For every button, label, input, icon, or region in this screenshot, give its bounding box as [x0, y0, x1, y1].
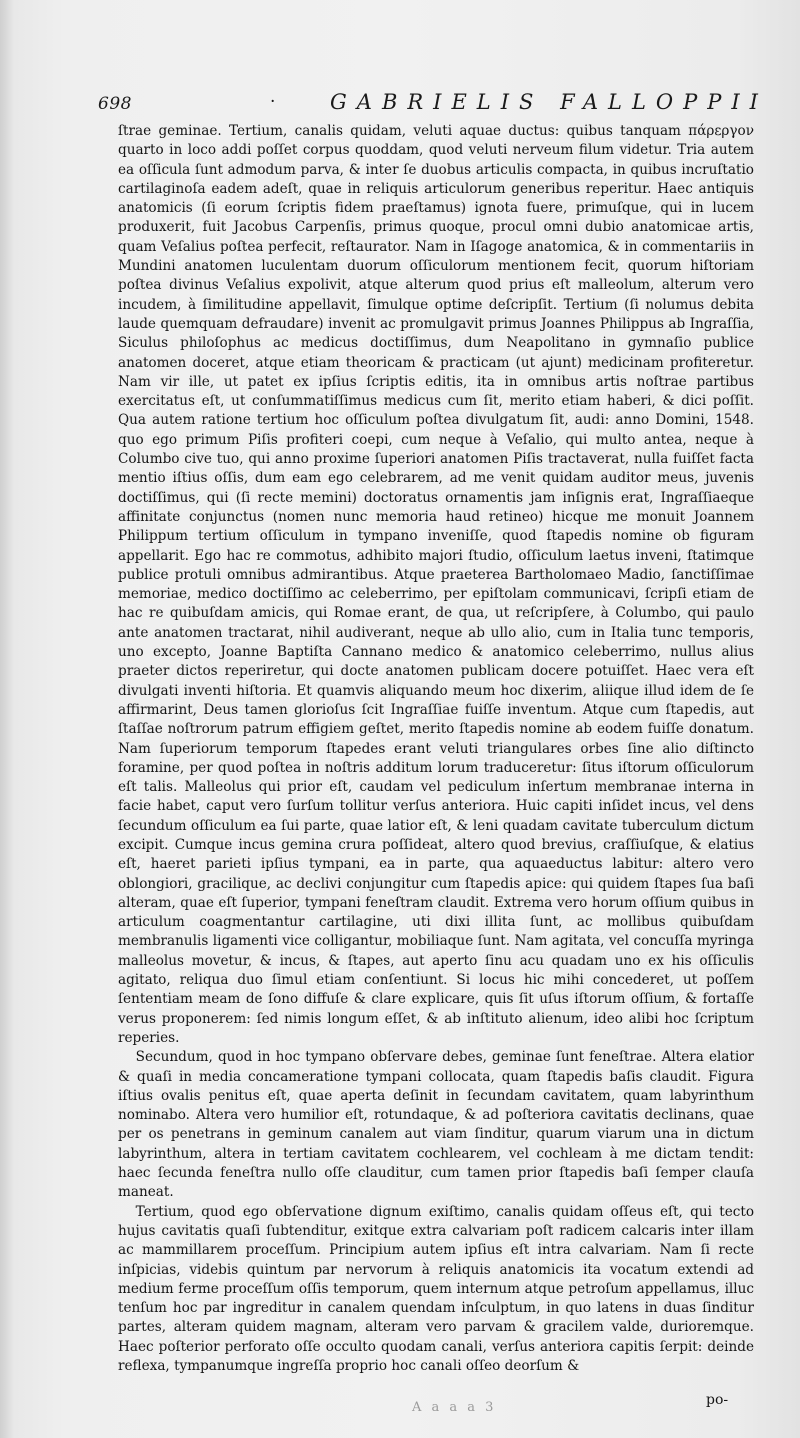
header-separator: ·	[270, 92, 276, 112]
running-head	[98, 88, 768, 118]
page-number: 698	[98, 94, 132, 114]
body-text	[118, 122, 754, 1376]
signature-mark: A a a a 3	[412, 1400, 497, 1415]
running-title: GABRIELIS FALLOPPII	[330, 90, 768, 114]
paragraph-2: Secundum, quod in hoc tympano obſervare debes, geminae ſunt feneſtrae. Altera elatior & quaſi in media concameratione tympani collocata, quam ſtapedis baſis claudit. Figura iſtius ovalis penitus eſt, quae aperta deſinit in ſecundam cavitatem, quam labyrinthum nominabo. Altera vero humilior eſt, rotundaque, & ad poſteriora cavitatis declinans, quae per os penetrans in geminum canalem aut viam ſinditur, quarum viarum una in dictum labyrinthum, altera in tertiam cavitatem cochlearem, vel cochleam à me dictam tendit: haec ſecunda feneſtra nullo oſſe clauditur, cum tamen prior ſtapedis baſi ſemper clauſa maneat.	[118, 1049, 754, 1201]
catchword: po-	[706, 1392, 729, 1408]
paragraph-3: Tertium, quod ego obſervatione dignum exiſtimo, canalis quidam oſſeus eſt, qui tecto hujus cavitatis quaſi ſubtenditur, exitque extra calvariam poſt radicem calcaris inter illam ac mammillarem proceſſum. Principium autem ipſius eſt intra calvariam. Nam ſi recte inſpicias, videbis quintum par nervorum à reliquis anatomicis ita vocatum extendi ad medium ferme proceſſum oſſis temporum, quem internum atque petroſum appellamus, illuc tenſum hoc par ingreditur in canalem quendam inſculptum, in quo latens in duas ſinditur partes, alteram quidem magnam, alteram vero parvam & gracilem valde, durioremque. Haec poſterior perforato oſſe occulto quodam canali, verſus anteriora capitis ſerpit: deinde reflexa, tympanumque ingreſſa proprio hoc canali oſſeo deorſum &	[118, 1203, 754, 1374]
paragraph-1: ſtrae geminae. Tertium, canalis quidam, veluti aquae ductus: quibus tanquam πάρεργον quarto in loco addi poſſet corpus quoddam, quod veluti nerveum filum videtur. Tria autem ea oſſicula ſunt admodum parva, & inter ſe duobus articulis compacta, in quibus incruſtatio cartilaginoſa eadem adeſt, quae in reliquis articulorum generibus reperitur. Haec antiquis anatomicis (ſi eorum ſcriptis fidem praeſtamus) ignota fuere, primuſque, qui in lucem produxerit, fuit Jacobus Carpenſis, primus quoque, procul omni dubio anatomicae artis, quam Veſalius poſtea perfecit, reſtaurator. Nam in Iſagoge anatomica, & in commentariis in Mundini anatomen luculentam duorum oſſiculorum mentionem fecit, quorum hiſtoriam poſtea divinus Veſalius expolivit, atque alterum quod prius eſt malleolum, alterum vero incudem, à ſimilitudine appellavit, ſimulque optime deſcripſit. Tertium (ſi nolumus debita laude quemquam defraudare) invenit ac promulgavit primus Joannes Philippus ab Ingraſſia, Siculus philoſophus ac medicus doctiſſimus, dum Neapolitano in gymnaſio publice anatomen doceret, atque etiam theoricam & practicam (ut ajunt) medicinam profiteretur. Nam vir ille, ut patet ex ipſius ſcriptis editis, ita in omnibus artis noſtrae partibus exercitatus eſt, ut conſummatiſſimus medicus cum ſit, merito etiam haberi, & dici poſſit. Qua autem ratione tertium hoc oſſiculum poſtea divulgatum ſit, audi: anno Domini, 1548. quo ego primum Piſis profiteri coepi, cum neque à Veſalio, qui multo antea, neque à Columbo cive tuo, qui anno proxime ſuperiori anatomen Piſis tractaverat, nulla fuiſſet facta mentio iſtius oſſis, dum eam ego celebrarem, ad me venit quidam auditor meus, juvenis doctiſſimus, qui (ſi recte memini) doctoratus ornamentis jam inſignis erat, Ingraſſiaeque affinitate conjunctus (nomen nunc memoria haud retineo) hicque me monuit Joannem Philippum tertium oſſiculum in tympano inveniſſe, quod ſtapedis nomine ob figuram appellarit. Ego hac re commotus, adhibito majori ſtudio, oſſiculum laetus inveni, ſtatimque publice protuli omnibus admirantibus. Atque praeterea Bartholomaeo Madio, ſanctiſſimae memoriae, medico doctiſſimo ac celeberrimo, per epiſtolam communicavi, ſcripſi etiam de hac re quibuſdam amicis, qui Romae erant, de qua, ut reſcripſere, à Columbo, qui paulo ante anatomen tractarat, nihil audiverant, neque ab ullo alio, cum in Italia tunc temporis, uno excepto, Joanne Baptiſta Cannano medico & anatomico celeberrimo, nullus alius praeter dictos reperiretur, qui docte anatomen publicam docere potuiſſet. Haec vera eſt divulgati inventi hiſtoria. Et quamvis aliquando meum hoc dixerim, aliique illud idem de ſe affirmarint, Deus tamen glorioſus ſcit Ingraſſiae fuiſſe inventum. Atque cum ſtapedis, aut ſtaſſae noſtrorum patrum effigiem geſtet, merito ſtapedis nomine ab eodem fuiſſe donatum. Nam ſuperiorum temporum ſtapedes erant veluti triangulares orbes ſine alio diſtincto foramine, per quod poſtea in noſtris additum lorum traduceretur: ſitus iſtorum oſſiculorum eſt talis. Malleolus qui prior eſt, caudam vel pediculum inſertum membranae interna in facie habet, caput vero ſurſum tollitur verſus anteriora. Huic capiti inſidet incus, vel dens ſecundum oſſiculum ea ſui parte, quae latior eſt, & leni quadam cavitate tuberculum dictum excipit. Cumque incus gemina crura poſſideat, altero quod brevius, craſſiuſque, & elatius eſt, haeret parieti ipſius tympani, ea in parte, qua aquaeductus labitur: altero vero oblongiori, gracilique, ac declivi conjungitur cum ſtapedis apice: qui quidem ſtapes ſua baſi alteram, quae eſt ſuperior, tympani feneſtram claudit. Extrema vero horum oſſium quibus in articulum coagmentantur cartilagine, uti dixi illita ſunt, ac mollibus quibuſdam membranulis ligamenti vice colligantur, mobiliaque ſunt. Nam agitata, vel concuſſa myringa malleolus movetur, & incus, & ſtapes, aut aperto ſinu acu quadam uno ex his oſſiculis agitato, reliqua duo ſimul etiam conſentiunt. Si locus hic mihi concederet, ut poſſem ſententiam meam de ſono diffuſe & clare explicare, quis ſit uſus iſtorum oſſium, & fortaſſe verus proponerem: ſed nimis longum eſſet, & ab inſtituto alienum, ideo alibi hoc ſcriptum reperies.	[118, 123, 754, 1046]
